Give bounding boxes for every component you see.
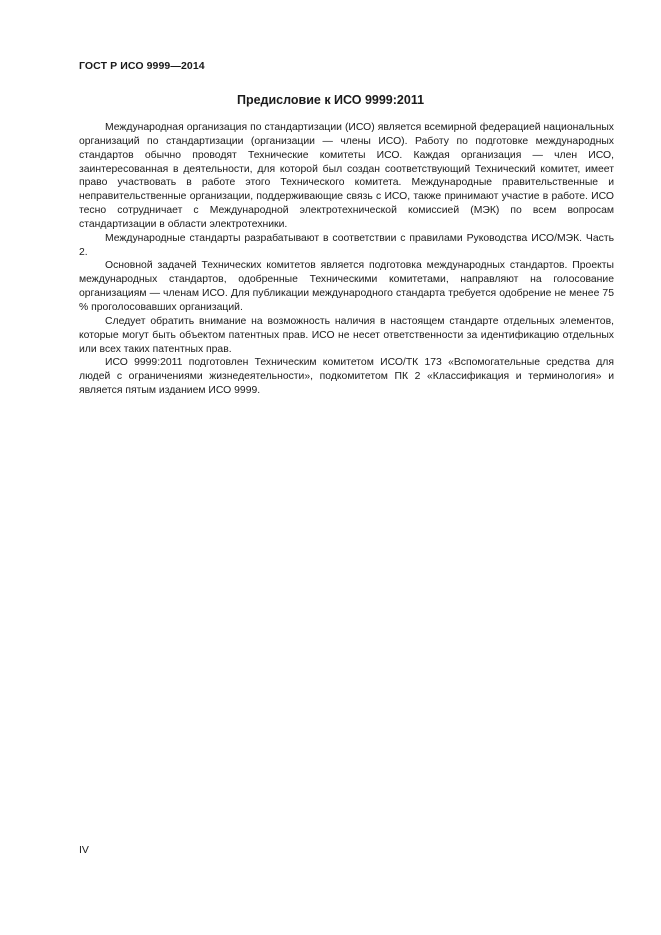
foreword-body xyxy=(79,121,614,398)
document-code-header: ГОСТ Р ИСО 9999—2014 xyxy=(79,60,205,72)
foreword-paragraph: Основной задачей Технических комитетов является подготовка международных стандартов. Проекты международных стандартов, одобренные Техническими комитетами, направляют на голосование организациям — членам ИСО. Для публикации международного стандарта требуется одобрение не менее 75 % проголосовавших организаций. xyxy=(79,260,614,313)
foreword-paragraph: Международная организация по стандартизации (ИСО) является всемирной федерацией национальных организаций по стандартизации (организации — члены ИСО). Работу по подготовке международных стандартов обычно проводят Технические комитеты ИСО. Каждая организация — член ИСО, заинтересованная в деятельности, для которой был создан соответствующий Технический комитет, имеет право участвовать в работе этого Технического комитета. Международные правительственные и неправительственные организации, поддерживающие связь с ИСО, также принимают участие в работе. ИСО тесно сотрудничает с Международной электротехнической комиссией (МЭК) по всем вопросам стандартизации в области электротехники. xyxy=(79,122,614,230)
foreword-paragraph: Международные стандарты разрабатывают в соответствии с правилами Руководства ИСО/МЭК. Часть 2. xyxy=(79,232,614,258)
foreword-paragraph: ИСО 9999:2011 подготовлен Техническим комитетом ИСО/ТК 173 «Вспомогательные средства для людей с ограничениями жизнедеятельности», подкомитетом ПК 2 «Классификация и терминология» и является пятым изданием ИСО 9999. xyxy=(79,357,614,397)
foreword-title: Предисловие к ИСО 9999:2011 xyxy=(236,93,425,107)
foreword-paragraph: Следует обратить внимание на возможность наличия в настоящем стандарте отдельных элементов, которые могут быть объектом патентных прав. ИСО не несет ответственности за идентификацию отдельных или всех таких патентных прав. xyxy=(79,315,614,355)
page-number: IV xyxy=(79,844,89,856)
